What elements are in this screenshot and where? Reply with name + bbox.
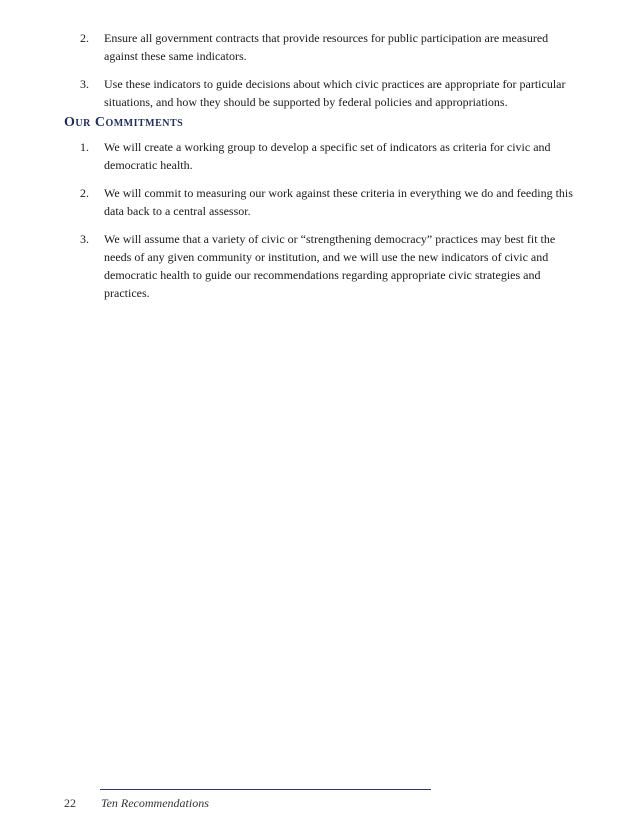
section-heading: Our Commitments	[64, 115, 184, 130]
list-item	[64, 75, 574, 111]
list-item	[64, 29, 574, 65]
list-item-text: Ensure all government contracts that provide resources for public participation are measured against these same indicators.	[104, 31, 549, 63]
list-item	[64, 138, 574, 174]
list-item	[64, 230, 574, 302]
list-item-number: 1.	[80, 140, 89, 154]
list-item-text: We will create a working group to develop a specific set of indicators as criteria for civic and democratic health.	[104, 140, 551, 172]
list-item-number: 2.	[80, 186, 89, 200]
list-item-text: Use these indicators to guide decisions about which civic practices are appropriate for particular situations, and how they should be supported by federal policies and appropriations.	[104, 77, 566, 109]
list-item-text: We will assume that a variety of civic or “strengthening democracy” practices may best fit the needs of any given community or institution, and we will use the new indicators of civic and democratic health to guide our recommendations regarding appropriate civic strategies and practices.	[104, 232, 556, 300]
footer-divider	[100, 789, 431, 790]
running-title: Ten Recommendations	[101, 796, 209, 810]
list-item-text: We will commit to measuring our work against these criteria in everything we do and feeding this data back to a central assessor.	[104, 186, 573, 218]
list-item	[64, 184, 574, 220]
commitments-list	[64, 138, 574, 312]
page-number: 22	[64, 796, 76, 810]
list-item-number: 3.	[80, 77, 89, 91]
recommendation-list	[64, 29, 574, 121]
list-item-number: 2.	[80, 31, 89, 45]
list-item-number: 3.	[80, 232, 89, 246]
